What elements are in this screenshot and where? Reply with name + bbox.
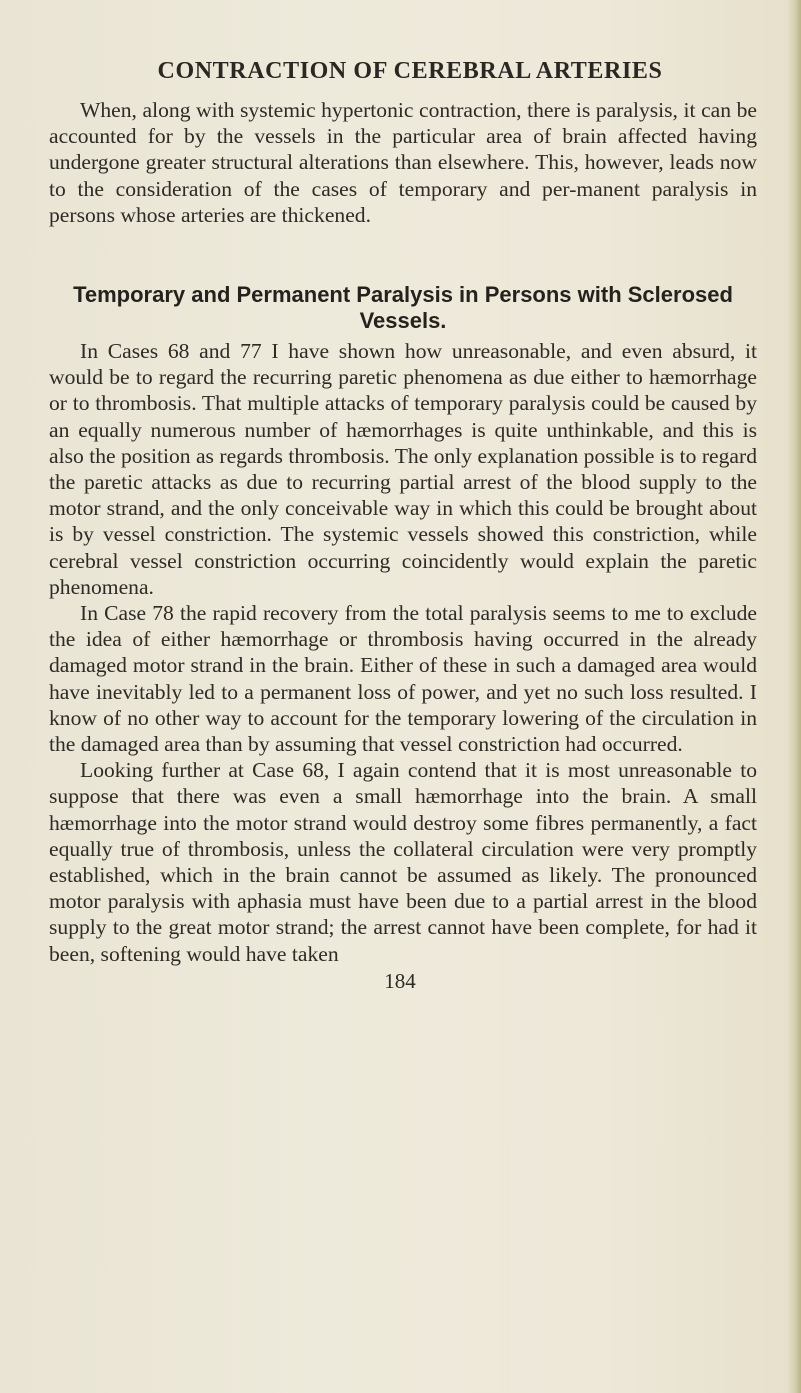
- intro-text-block: [49, 97, 757, 228]
- page-number: 184: [384, 969, 416, 993]
- paragraph-1: In Cases 68 and 77 I have shown how unreasonable, and even absurd, it would be to regard the recurring paretic phenomena as due either to hæmorrhage or to thrombosis. That multiple attacks of temporary paralysis could be caused by an equally numerous number of hæmorrhages is quite unthinkable, and this is also the position as regards thrombosis. The only explanation possible is to regard the paretic attacks as due to recurring partial arrest of the blood supply to the motor strand, and the only conceivable way in which this could be brought about is by vessel constriction. The systemic vessels showed this constriction, while cerebral vessel constriction occurring coincidently would explain the paretic phenomena.: [49, 339, 757, 599]
- paragraph-2: In Case 78 the rapid recovery from the total paralysis seems to me to exclude the idea of either hæmorrhage or thrombosis having occurred in the already damaged motor strand in the brain. Either of these in such a damaged area would have inevitably led to a permanent loss of power, and yet no such loss resulted. I know of no other way to account for the temporary lowering of the circulation in the damaged area than by assuming that vessel constriction had occurred.: [49, 601, 757, 757]
- main-text-block: [49, 338, 757, 967]
- running-head: CONTRACTION OF CEREBRAL ARTERIES: [157, 58, 663, 84]
- intro-paragraph: When, along with systemic hypertonic contraction, there is paralysis, it can be accounted for by the vessels in the particular area of brain affected having undergone greater structural alterations than elsewhere. This, however, leads now to the consideration of the cases of temporary and per-manent paralysis in persons whose arteries are thickened.: [49, 98, 757, 227]
- paragraph-3: Looking further at Case 68, I again contend that it is most unreasonable to suppose that there was even a small hæmorrhage into the brain. A small hæmorrhage into the motor strand would destroy some fibres permanently, a fact equally true of thrombosis, unless the collateral circulation were very promptly established, which in the brain cannot be assumed as likely. The pronounced motor paralysis with aphasia must have been due to a partial arrest in the blood supply to the great motor strand; the arrest cannot have been complete, for had it been, softening would have taken: [49, 758, 757, 966]
- page-edge-shadow: [787, 0, 801, 1393]
- section-heading: Temporary and Permanent Paralysis in Persons with Sclerosed Vessels.: [73, 282, 733, 333]
